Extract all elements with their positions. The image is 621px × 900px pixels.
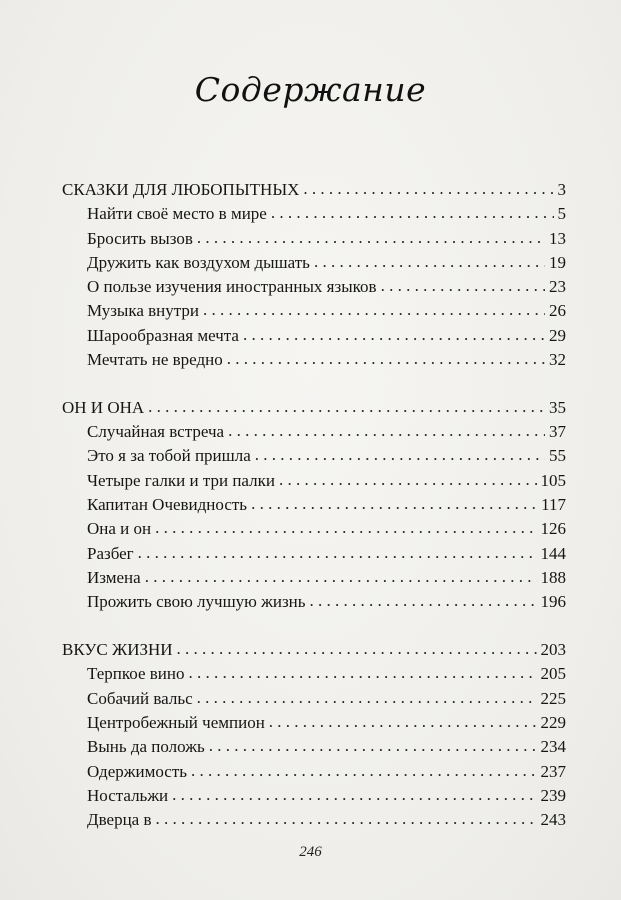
page-number: 196 [540,592,566,612]
leader-dots [191,759,537,783]
leader-dots [227,347,545,371]
leader-dots [271,201,554,225]
leader-dots [381,274,545,298]
page-number: 35 [549,397,566,417]
leader-dots [148,395,545,419]
leader-dots [189,661,537,685]
page-number: 105 [540,470,566,490]
page-number: 234 [540,737,566,757]
toc-entry [62,784,566,808]
toc-section-1 [62,178,566,372]
leader-dots [155,516,536,540]
entry-title: Разбег [87,543,134,563]
section-title: ВКУС ЖИЗНИ [62,640,173,660]
leader-dots [310,589,537,613]
leader-dots [172,783,536,807]
entry-title: Одержимость [87,761,187,781]
toc-entry [62,711,566,735]
leader-dots [303,177,553,201]
page-number: 26 [549,301,566,321]
entry-title: Дверца в [87,810,152,830]
page-number: 19 [549,252,566,272]
toc-entry [62,662,566,686]
toc-entry [62,590,566,614]
page-number: 225 [540,688,566,708]
leader-dots [209,734,537,758]
leader-dots [197,226,545,250]
toc-section-heading [62,638,566,662]
toc-entry [62,299,566,323]
page-number: 144 [540,543,566,563]
page-number: 243 [540,810,566,830]
leader-dots [203,298,545,322]
page-number: 203 [540,640,566,660]
page-number: 239 [540,785,566,805]
section-title: СКАЗКИ ДЛЯ ЛЮБОПЫТНЫХ [62,180,300,199]
page-number: 5 [557,204,566,224]
entry-title: О пользе изучения иностранных языков [87,277,377,297]
toc-entry [62,735,566,759]
entry-title: Прожить свою лучшую жизнь [87,592,306,612]
entry-title: Вынь да положь [87,737,205,757]
toc-entry [62,202,566,226]
toc-entry [62,760,566,784]
entry-title: Бросить вызов [87,228,193,248]
toc-entry [62,493,566,517]
entry-title: Дружить как воздухом дышать [87,252,310,272]
entry-title: Мечтать не вредно [87,350,223,370]
leader-dots [228,419,545,443]
toc-entry [62,566,566,590]
page-number: 229 [540,712,566,732]
leader-dots [269,710,537,734]
toc-entry [62,687,566,711]
toc-entry [62,348,566,372]
leader-dots [177,637,537,661]
toc-entry [62,444,566,468]
page-number: 205 [540,664,566,684]
leader-dots [279,468,537,492]
entry-title: Случайная встреча [87,422,225,442]
toc-section-3 [62,638,566,832]
entry-title: Шарообразная мечта [87,325,239,345]
toc-section-2 [62,396,566,615]
entry-title: Четыре галки и три палки [87,470,275,490]
toc-entry [62,808,566,832]
leader-dots [197,686,537,710]
leader-dots [156,807,537,831]
leader-dots [138,541,537,565]
entry-title: Капитан Очевидность [87,495,248,515]
leader-dots [251,492,537,516]
toc-entry [62,469,566,493]
toc-section-heading [62,178,566,202]
page-number: 237 [540,761,566,781]
entry-title: Ностальжи [87,785,169,805]
entry-title: Это я за тобой пришла [87,446,251,466]
page-number: 55 [549,446,566,466]
page-title: Содержание [194,70,427,109]
entry-title: Найти своё место в мире [87,204,267,224]
leader-dots [145,565,537,589]
toc-entry [62,275,566,299]
page-number: 188 [540,567,566,587]
section-title: ОН И ОНА [62,397,145,417]
toc-entry [62,517,566,541]
entry-title: Центробежный чемпион [87,712,265,732]
entry-title: Она и он [87,519,152,539]
page-number: 117 [541,495,566,515]
page-number: 13 [549,228,566,248]
leader-dots [243,323,545,347]
page-number: 23 [549,277,566,297]
entry-title: Музыка внутри [87,301,199,321]
toc-section-heading [62,396,566,420]
page-number: 126 [540,519,566,539]
toc-entry [62,251,566,275]
page-number: 3 [557,180,566,199]
page-number: 37 [549,422,566,442]
entry-title: Измена [87,567,141,587]
toc-entry [62,420,566,444]
entry-title: Собачий вальс [87,688,193,708]
page-number: 32 [549,350,566,370]
leader-dots [255,443,545,467]
toc-entry [62,227,566,251]
toc-entry [62,542,566,566]
page-folio: 246 [299,844,322,860]
page-number: 29 [549,325,566,345]
table-of-contents [62,178,566,856]
entry-title: Терпкое вино [87,664,185,684]
toc-entry [62,324,566,348]
leader-dots [314,250,545,274]
